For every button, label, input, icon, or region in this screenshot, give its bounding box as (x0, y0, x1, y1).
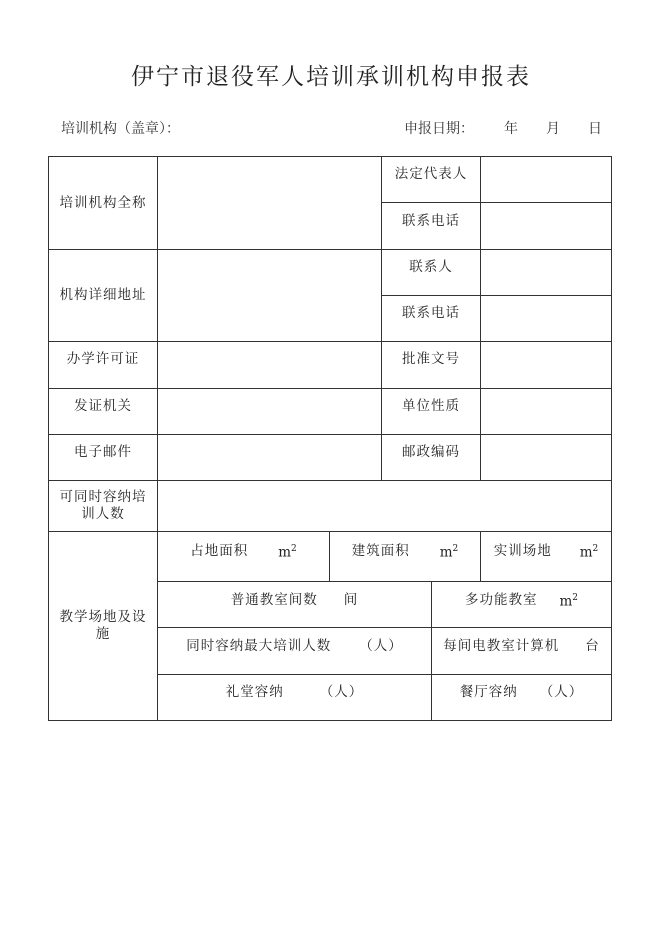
max-trainees-cell[interactable] (158, 628, 431, 664)
phone-2-field[interactable] (481, 296, 611, 341)
classrooms-unit: 间 (343, 591, 359, 608)
month-label: 月 (546, 121, 560, 137)
canteen-unit: （人） (539, 683, 584, 700)
capacity-label: 可同时容纳培训人数 (59, 489, 147, 522)
unit-type-label: 单位性质 (402, 397, 460, 414)
computers-unit: 台 (585, 637, 600, 654)
legal-rep-field[interactable] (481, 157, 611, 202)
issuer-field[interactable] (158, 389, 381, 434)
issuer-label: 发证机关 (74, 397, 132, 414)
page-title: 伊宁市退役军人培训承训机构申报表 (131, 64, 531, 90)
classrooms-cell[interactable] (158, 582, 431, 618)
day-label: 日 (588, 121, 602, 137)
legal-rep-label: 法定代表人 (394, 166, 468, 182)
approval-no-label: 批准文号 (402, 350, 460, 367)
phone-1-field[interactable] (481, 203, 611, 249)
auditorium-label: 礼堂容纳 (225, 683, 284, 700)
contact-field[interactable] (481, 250, 611, 295)
auditorium-cell[interactable] (158, 675, 431, 709)
email-label: 电子邮件 (74, 443, 132, 460)
auditorium-unit: （人） (319, 683, 364, 700)
multi-room-unit: $m^2$ (559, 592, 579, 610)
training-site-unit: $m^2$ (579, 543, 599, 561)
postal-code-field[interactable] (481, 435, 611, 480)
org-full-name-field[interactable] (158, 157, 381, 249)
computers-label: 每间电教室计算机 (443, 637, 560, 654)
org-stamp-label: 培训机构（盖章）： (61, 121, 180, 137)
unit-type-field[interactable] (481, 389, 611, 434)
postal-code-label: 邮政编码 (402, 443, 460, 460)
building-area-label: 建筑面积 (351, 542, 410, 559)
land-area-cell[interactable] (158, 532, 329, 570)
org-full-name-label: 培训机构全称 (59, 194, 147, 211)
year-label: 年 (504, 121, 518, 137)
max-trainees-label: 同时容纳最大培训人数 (186, 637, 332, 654)
canteen-label: 餐厅容纳 (459, 683, 518, 700)
license-label: 办学许可证 (66, 350, 140, 367)
training-site-label: 实训场地 (493, 542, 552, 559)
facilities-label: 教学场地及设施 (59, 609, 147, 642)
canteen-cell[interactable] (432, 675, 611, 709)
address-label: 机构详细地址 (59, 287, 147, 303)
phone-2-label: 联系电话 (402, 304, 460, 321)
training-site-cell[interactable] (481, 532, 611, 570)
date-label: 申报日期： (404, 121, 474, 137)
phone-1-label: 联系电话 (402, 212, 460, 229)
building-area-cell[interactable] (330, 532, 480, 570)
multi-room-cell[interactable] (432, 582, 611, 618)
land-area-unit: $m^2$ (278, 543, 297, 561)
email-field[interactable] (158, 435, 381, 480)
computers-cell[interactable] (432, 628, 611, 664)
approval-no-field[interactable] (481, 342, 611, 388)
classrooms-label: 普通教室间数 (230, 591, 318, 608)
land-area-label: 占地面积 (190, 542, 249, 559)
building-area-unit: $m^2$ (439, 543, 459, 561)
max-trainees-unit: （人） (359, 637, 403, 654)
multi-room-label: 多功能教室 (464, 591, 538, 608)
contact-label: 联系人 (409, 258, 453, 275)
capacity-field[interactable] (158, 481, 611, 531)
license-field[interactable] (158, 342, 381, 388)
address-field[interactable] (158, 250, 381, 341)
